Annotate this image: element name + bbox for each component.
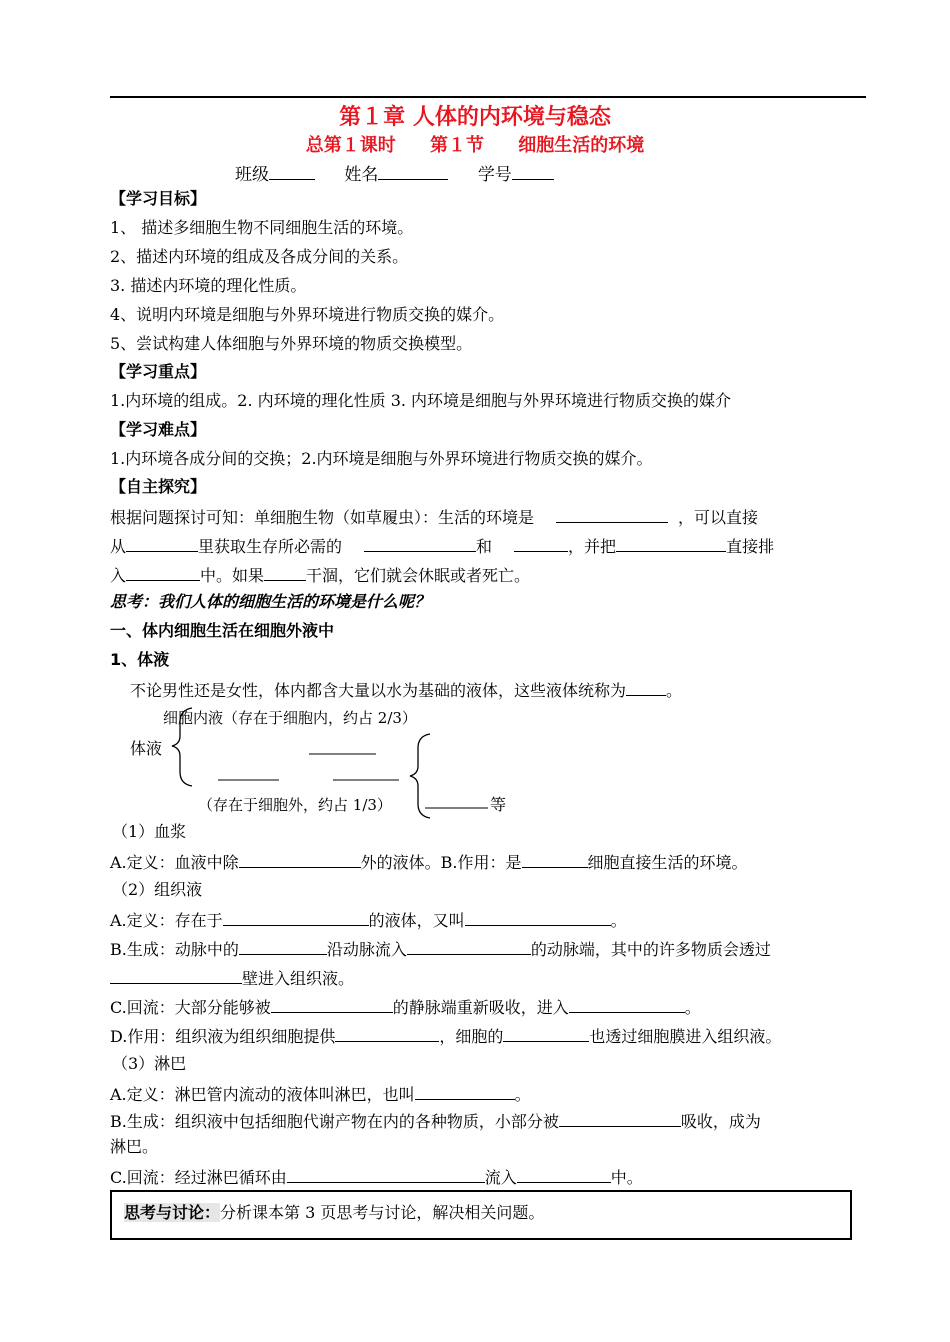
fill-blank[interactable] (239, 851, 361, 868)
lymph-generation-cont: 淋巴。 (110, 1137, 159, 1156)
fill-blank[interactable] (223, 909, 369, 926)
lesson-label: 总第１课时 (305, 135, 396, 156)
tissue-fluid-function: D.作用：组织液为组织细胞提供 ，细胞的 也透过细胞膜进入组织液。 (110, 1027, 782, 1046)
think-question: 思考：我们人体的细胞生活的环境是什么呢？ (110, 592, 431, 611)
objective-item: 1、 描述多细胞生物不同细胞生活的环境。 (110, 218, 414, 237)
number-label: 学号 (477, 165, 512, 185)
body-fluid-label: 体液 (130, 739, 163, 758)
objective-item: 4、说明内环境是细胞与外界环境进行物质交换的媒介。 (110, 305, 505, 324)
tissue-fluid-definition: A.定义：存在于 的液体，又叫 。 (110, 911, 627, 930)
objective-item: 3. 描述内环境的理化性质。 (110, 276, 307, 295)
fill-blank[interactable] (287, 1166, 485, 1183)
objective-item: 5、尝试构建人体细胞与外界环境的物质交换模型。 (110, 334, 473, 353)
etc-label: 等 (490, 795, 507, 814)
difficulties-heading: 【学习难点】 (110, 420, 207, 439)
fill-blank[interactable] (110, 967, 242, 984)
difficulties-text: 1.内环境各成分间的交换；2.内环境是细胞与外界环境进行物质交换的媒介。 (110, 449, 653, 468)
explore-heading: 【自主探究】 (110, 477, 207, 496)
tissue-fluid-generation: B.生成：动脉中的 沿动脉流入 的动脉端，其中的许多物质会透过 (110, 940, 771, 959)
fill-blank[interactable] (415, 1083, 515, 1100)
lymph-return: C.回流：经过淋巴循环由 流入 中。 (110, 1168, 643, 1187)
fill-blank[interactable] (335, 1025, 439, 1042)
left-brace (172, 708, 192, 786)
explore-line-1: 根据问题探讨可知：单细胞生物（如草履虫）：生活的环境是 ，可以直接 (110, 508, 759, 527)
section1-heading: 一、体内细胞生活在细胞外液中 (110, 621, 335, 640)
chapter-title: 第１章 人体的内环境与稳态 (339, 105, 611, 130)
extracellular-note: （存在于细胞外，约占 1/3） (198, 796, 392, 814)
section-label: 第１节 (430, 135, 484, 156)
discussion-text: 思考与讨论：分析课本第 3 页思考与讨论，解决相关问题。 (124, 1203, 545, 1222)
explore-line-3: 入 中。如果 干涸，它们就会休眠或者死亡。 (110, 566, 531, 585)
discussion-label: 思考与讨论： (124, 1203, 221, 1222)
tissue-fluid-heading: （2）组织液 (112, 880, 203, 899)
tissue-fluid-return: C.回流：大部分能够被 的静脉端重新吸收，进入 。 (110, 998, 701, 1017)
objectives-heading: 【学习目标】 (110, 189, 207, 208)
class-label: 班级 (235, 165, 269, 185)
fill-blank[interactable] (522, 851, 588, 868)
fill-blank[interactable] (559, 1110, 681, 1127)
tissue-fluid-generation-cont: 壁进入组织液。 (110, 967, 354, 989)
objective-item: 2、描述内环境的组成及各成分间的关系。 (110, 247, 409, 266)
key-points-text: 1.内环境的组成。2. 内环境的理化性质 3. 内环境是细胞与外界环境进行物质交换的媒介 (110, 391, 732, 410)
fill-blank[interactable] (239, 938, 327, 955)
body-fluid-heading: 1、体液 (110, 650, 170, 669)
fill-blank[interactable] (271, 996, 393, 1013)
lymph-generation: B.生成：组织液中包括细胞代谢产物在内的各种物质，小部分被 吸收，成为 (110, 1112, 761, 1131)
body-fluid-intro: 不论男性还是女性，体内都含大量以水为基础的液体，这些液体统称为 。 (130, 681, 683, 700)
discussion-box (110, 1190, 852, 1240)
fill-blank[interactable] (503, 1025, 589, 1042)
plasma-definition: A.定义：血液中除 外的液体。B.作用：是 细胞直接生活的环境。 (110, 853, 748, 872)
section-title: 细胞生活的环境 (518, 135, 645, 156)
explore-line-2: 从 里获取生存所必需的 和 ，并把 直接排 (110, 537, 775, 556)
fill-blank[interactable] (517, 1166, 611, 1183)
key-points-heading: 【学习重点】 (110, 362, 207, 381)
right-brace (410, 734, 430, 818)
lymph-heading: （3）淋巴 (112, 1054, 187, 1073)
fill-blank[interactable] (569, 996, 685, 1013)
name-label: 姓名 (344, 165, 379, 185)
fill-blank[interactable] (407, 938, 531, 955)
fill-blank[interactable] (465, 909, 611, 926)
lymph-definition: A.定义：淋巴管内流动的液体叫淋巴，也叫 。 (110, 1085, 531, 1104)
plasma-heading: （1）血浆 (112, 822, 187, 841)
intracellular-fluid-label: 细胞内液（存在于细胞内，约占 2/3） (163, 709, 417, 727)
